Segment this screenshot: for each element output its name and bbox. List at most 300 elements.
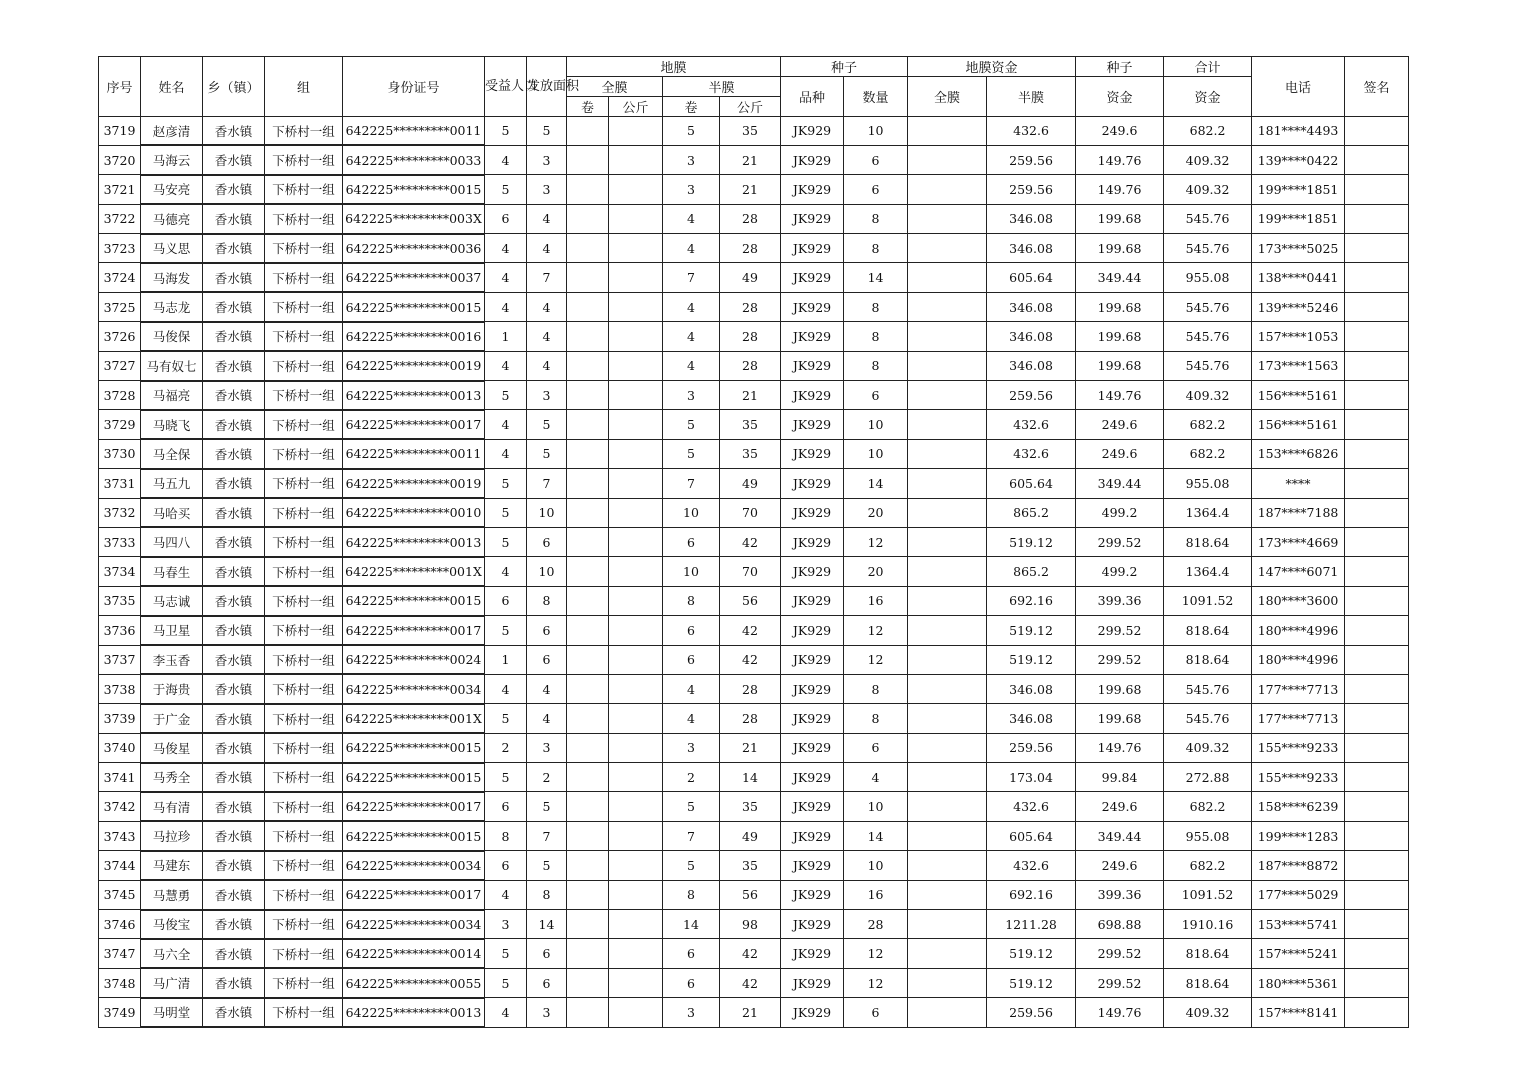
cell-seq: 3728 <box>99 381 141 410</box>
cell-area: 6 <box>527 527 567 556</box>
cell-area: 6 <box>527 939 567 968</box>
cell-total: 545.76 <box>1164 351 1252 380</box>
cell-seq: 3744 <box>99 851 141 880</box>
cell-full-film-funds <box>908 910 987 939</box>
cell-total: 545.76 <box>1164 204 1252 233</box>
cell-total: 955.08 <box>1164 469 1252 498</box>
cell-township: 香水镇 <box>203 939 265 968</box>
cell-seed-funds: 249.6 <box>1076 410 1164 439</box>
cell-full-roll <box>567 763 609 792</box>
cell-beneficiaries: 5 <box>485 939 527 968</box>
cell-group: 下桥村一组 <box>265 117 343 146</box>
cell-quantity: 12 <box>844 968 908 997</box>
cell-total: 409.32 <box>1164 381 1252 410</box>
cell-full-kg <box>609 586 663 615</box>
table-row <box>99 351 1409 380</box>
table-row <box>99 557 1409 586</box>
cell-group: 下桥村一组 <box>265 880 343 909</box>
cell-quantity: 10 <box>844 439 908 468</box>
cell-phone: 173****1563 <box>1252 351 1345 380</box>
cell-quantity: 6 <box>844 175 908 204</box>
cell-seq: 3739 <box>99 704 141 733</box>
cell-id-number: 642225*********0019 <box>343 351 485 380</box>
cell-name: 马福亮 <box>141 381 203 410</box>
cell-signature <box>1345 527 1409 556</box>
table-row <box>99 704 1409 733</box>
header-beneficiaries: 受益人口 <box>485 57 527 117</box>
cell-half-kg: 28 <box>720 322 781 351</box>
cell-seed-funds: 149.76 <box>1076 733 1164 762</box>
cell-beneficiaries: 4 <box>485 410 527 439</box>
cell-phone: 158****6239 <box>1252 792 1345 821</box>
cell-full-roll <box>567 645 609 674</box>
cell-group: 下桥村一组 <box>265 939 343 968</box>
header-film: 地膜 <box>567 57 781 77</box>
cell-half-roll: 6 <box>663 645 720 674</box>
cell-variety: JK929 <box>781 939 844 968</box>
cell-half-film-funds: 519.12 <box>987 527 1076 556</box>
cell-half-kg: 35 <box>720 410 781 439</box>
cell-name: 李玉香 <box>141 645 203 674</box>
cell-area: 7 <box>527 821 567 850</box>
cell-full-roll <box>567 704 609 733</box>
cell-half-film-funds: 173.04 <box>987 763 1076 792</box>
cell-seed-funds: 299.52 <box>1076 527 1164 556</box>
cell-half-roll: 14 <box>663 910 720 939</box>
cell-beneficiaries: 5 <box>485 527 527 556</box>
header-full-film: 全膜 <box>567 77 663 97</box>
cell-seed-funds: 499.2 <box>1076 557 1164 586</box>
cell-seq: 3734 <box>99 557 141 586</box>
cell-total: 682.2 <box>1164 410 1252 439</box>
cell-variety: JK929 <box>781 998 844 1027</box>
cell-group: 下桥村一组 <box>265 439 343 468</box>
cell-full-kg <box>609 910 663 939</box>
cell-id-number: 642225*********0017 <box>343 410 485 439</box>
cell-full-film-funds <box>908 557 987 586</box>
cell-area: 3 <box>527 145 567 174</box>
cell-name: 马哈买 <box>141 498 203 527</box>
cell-variety: JK929 <box>781 792 844 821</box>
cell-township: 香水镇 <box>203 968 265 997</box>
cell-variety: JK929 <box>781 439 844 468</box>
cell-signature <box>1345 469 1409 498</box>
cell-full-kg <box>609 998 663 1027</box>
cell-township: 香水镇 <box>203 851 265 880</box>
cell-full-roll <box>567 733 609 762</box>
cell-seed-funds: 399.36 <box>1076 880 1164 909</box>
cell-name: 马俊星 <box>141 733 203 762</box>
cell-phone: 199****1283 <box>1252 821 1345 850</box>
cell-phone: 180****4996 <box>1252 645 1345 674</box>
cell-half-film-funds: 346.08 <box>987 351 1076 380</box>
cell-full-kg <box>609 117 663 146</box>
cell-half-film-funds: 865.2 <box>987 498 1076 527</box>
cell-full-roll <box>567 117 609 146</box>
cell-half-roll: 7 <box>663 469 720 498</box>
cell-full-roll <box>567 557 609 586</box>
cell-township: 香水镇 <box>203 410 265 439</box>
cell-full-roll <box>567 204 609 233</box>
cell-full-roll <box>567 792 609 821</box>
cell-area: 3 <box>527 381 567 410</box>
cell-half-film-funds: 259.56 <box>987 998 1076 1027</box>
cell-signature <box>1345 880 1409 909</box>
table-row <box>99 234 1409 263</box>
table-row <box>99 910 1409 939</box>
cell-phone: 157****8141 <box>1252 998 1345 1027</box>
cell-half-film-funds: 605.64 <box>987 821 1076 850</box>
table-header <box>99 57 1409 117</box>
cell-id-number: 642225*********0014 <box>343 939 485 968</box>
cell-variety: JK929 <box>781 851 844 880</box>
cell-quantity: 6 <box>844 998 908 1027</box>
cell-seed-funds: 99.84 <box>1076 763 1164 792</box>
cell-seed-funds: 249.6 <box>1076 439 1164 468</box>
table-row <box>99 939 1409 968</box>
cell-half-roll: 5 <box>663 439 720 468</box>
table-row <box>99 968 1409 997</box>
cell-half-roll: 6 <box>663 968 720 997</box>
cell-full-film-funds <box>908 851 987 880</box>
cell-full-kg <box>609 557 663 586</box>
table-row <box>99 117 1409 146</box>
cell-variety: JK929 <box>781 880 844 909</box>
cell-half-kg: 28 <box>720 292 781 321</box>
cell-half-kg: 21 <box>720 175 781 204</box>
header-full-kg: 公斤 <box>609 97 663 117</box>
header-quantity: 数量 <box>844 77 908 117</box>
cell-full-roll <box>567 616 609 645</box>
cell-signature <box>1345 175 1409 204</box>
cell-variety: JK929 <box>781 586 844 615</box>
header-seq: 序号 <box>99 57 141 117</box>
cell-id-number: 642225*********0011 <box>343 439 485 468</box>
cell-half-kg: 28 <box>720 204 781 233</box>
cell-township: 香水镇 <box>203 263 265 292</box>
cell-phone: 138****0441 <box>1252 263 1345 292</box>
table-row <box>99 498 1409 527</box>
cell-quantity: 8 <box>844 204 908 233</box>
cell-name: 于海贵 <box>141 674 203 703</box>
header-variety: 品种 <box>781 77 844 117</box>
cell-half-roll: 7 <box>663 263 720 292</box>
cell-half-roll: 4 <box>663 322 720 351</box>
cell-total: 545.76 <box>1164 674 1252 703</box>
cell-seed-funds: 199.68 <box>1076 204 1164 233</box>
distribution-table <box>98 56 1409 1028</box>
cell-variety: JK929 <box>781 117 844 146</box>
cell-seed-funds: 199.68 <box>1076 351 1164 380</box>
cell-quantity: 10 <box>844 851 908 880</box>
cell-beneficiaries: 5 <box>485 968 527 997</box>
cell-quantity: 14 <box>844 469 908 498</box>
cell-total: 272.88 <box>1164 763 1252 792</box>
cell-seed-funds: 349.44 <box>1076 263 1164 292</box>
cell-id-number: 642225*********0019 <box>343 469 485 498</box>
cell-beneficiaries: 4 <box>485 998 527 1027</box>
cell-full-roll <box>567 674 609 703</box>
cell-variety: JK929 <box>781 175 844 204</box>
cell-full-film-funds <box>908 792 987 821</box>
cell-half-roll: 5 <box>663 851 720 880</box>
cell-signature <box>1345 851 1409 880</box>
cell-full-roll <box>567 821 609 850</box>
cell-full-film-funds <box>908 204 987 233</box>
table-row <box>99 880 1409 909</box>
cell-half-kg: 70 <box>720 498 781 527</box>
cell-township: 香水镇 <box>203 733 265 762</box>
cell-half-roll: 4 <box>663 234 720 263</box>
cell-area: 3 <box>527 175 567 204</box>
cell-half-film-funds: 692.16 <box>987 880 1076 909</box>
cell-quantity: 8 <box>844 292 908 321</box>
cell-variety: JK929 <box>781 821 844 850</box>
cell-total: 545.76 <box>1164 292 1252 321</box>
cell-township: 香水镇 <box>203 557 265 586</box>
cell-full-film-funds <box>908 616 987 645</box>
table-row <box>99 292 1409 321</box>
cell-full-roll <box>567 145 609 174</box>
cell-seed-funds: 698.88 <box>1076 910 1164 939</box>
cell-phone: 187****8872 <box>1252 851 1345 880</box>
cell-half-roll: 8 <box>663 586 720 615</box>
cell-phone: 177****7713 <box>1252 704 1345 733</box>
cell-quantity: 6 <box>844 733 908 762</box>
cell-area: 7 <box>527 469 567 498</box>
cell-full-film-funds <box>908 998 987 1027</box>
cell-group: 下桥村一组 <box>265 998 343 1027</box>
cell-signature <box>1345 733 1409 762</box>
header-name: 姓名 <box>141 57 203 117</box>
cell-phone: 153****5741 <box>1252 910 1345 939</box>
cell-half-film-funds: 605.64 <box>987 263 1076 292</box>
cell-name: 于广金 <box>141 704 203 733</box>
cell-id-number: 642225*********0017 <box>343 880 485 909</box>
cell-full-kg <box>609 322 663 351</box>
cell-variety: JK929 <box>781 704 844 733</box>
cell-variety: JK929 <box>781 322 844 351</box>
cell-phone: 157****5241 <box>1252 939 1345 968</box>
cell-total: 818.64 <box>1164 968 1252 997</box>
cell-half-kg: 42 <box>720 616 781 645</box>
cell-id-number: 642225*********001X <box>343 557 485 586</box>
cell-seq: 3749 <box>99 998 141 1027</box>
cell-id-number: 642225*********0015 <box>343 175 485 204</box>
cell-phone: 139****0422 <box>1252 145 1345 174</box>
cell-total: 818.64 <box>1164 645 1252 674</box>
cell-phone: 139****5246 <box>1252 292 1345 321</box>
cell-beneficiaries: 2 <box>485 733 527 762</box>
cell-name: 马俊宝 <box>141 910 203 939</box>
cell-full-kg <box>609 351 663 380</box>
cell-full-roll <box>567 998 609 1027</box>
cell-half-kg: 70 <box>720 557 781 586</box>
table-row <box>99 410 1409 439</box>
cell-beneficiaries: 6 <box>485 586 527 615</box>
cell-half-roll: 4 <box>663 204 720 233</box>
cell-seq: 3741 <box>99 763 141 792</box>
cell-half-roll: 10 <box>663 498 720 527</box>
cell-signature <box>1345 586 1409 615</box>
cell-id-number: 642225*********0011 <box>343 117 485 146</box>
cell-full-film-funds <box>908 763 987 792</box>
cell-name: 马六全 <box>141 939 203 968</box>
cell-phone: 187****7188 <box>1252 498 1345 527</box>
cell-beneficiaries: 4 <box>485 234 527 263</box>
cell-beneficiaries: 5 <box>485 704 527 733</box>
cell-half-film-funds: 432.6 <box>987 792 1076 821</box>
cell-id-number: 642225*********0034 <box>343 851 485 880</box>
cell-half-film-funds: 432.6 <box>987 117 1076 146</box>
cell-full-roll <box>567 410 609 439</box>
table-row <box>99 733 1409 762</box>
header-group: 组 <box>265 57 343 117</box>
cell-full-roll <box>567 939 609 968</box>
header-full-roll: 卷 <box>567 97 609 117</box>
cell-half-film-funds: 346.08 <box>987 322 1076 351</box>
cell-quantity: 12 <box>844 527 908 556</box>
cell-name: 马建东 <box>141 851 203 880</box>
cell-group: 下桥村一组 <box>265 498 343 527</box>
cell-seq: 3736 <box>99 616 141 645</box>
cell-full-kg <box>609 381 663 410</box>
cell-seed-funds: 149.76 <box>1076 998 1164 1027</box>
cell-half-kg: 21 <box>720 733 781 762</box>
cell-name: 马海发 <box>141 263 203 292</box>
cell-seed-funds: 299.52 <box>1076 968 1164 997</box>
cell-quantity: 10 <box>844 410 908 439</box>
table-row <box>99 527 1409 556</box>
cell-seq: 3731 <box>99 469 141 498</box>
cell-township: 香水镇 <box>203 204 265 233</box>
cell-full-kg <box>609 674 663 703</box>
cell-signature <box>1345 498 1409 527</box>
cell-id-number: 642225*********0024 <box>343 645 485 674</box>
cell-group: 下桥村一组 <box>265 733 343 762</box>
cell-name: 马春生 <box>141 557 203 586</box>
cell-phone: 156****5161 <box>1252 381 1345 410</box>
cell-beneficiaries: 4 <box>485 292 527 321</box>
table-body <box>99 117 1409 1028</box>
cell-seq: 3730 <box>99 439 141 468</box>
cell-id-number: 642225*********0036 <box>343 234 485 263</box>
table-row <box>99 674 1409 703</box>
cell-full-film-funds <box>908 880 987 909</box>
cell-full-kg <box>609 792 663 821</box>
cell-seed-funds: 249.6 <box>1076 792 1164 821</box>
table-row <box>99 998 1409 1027</box>
cell-group: 下桥村一组 <box>265 175 343 204</box>
cell-beneficiaries: 4 <box>485 351 527 380</box>
cell-half-kg: 35 <box>720 792 781 821</box>
cell-beneficiaries: 5 <box>485 616 527 645</box>
cell-signature <box>1345 145 1409 174</box>
cell-variety: JK929 <box>781 469 844 498</box>
table-row <box>99 792 1409 821</box>
cell-full-roll <box>567 175 609 204</box>
cell-total: 409.32 <box>1164 175 1252 204</box>
cell-full-roll <box>567 351 609 380</box>
cell-seed-funds: 299.52 <box>1076 645 1164 674</box>
header-half-film-funds: 半膜 <box>987 77 1076 117</box>
cell-variety: JK929 <box>781 410 844 439</box>
cell-quantity: 16 <box>844 880 908 909</box>
cell-area: 5 <box>527 117 567 146</box>
cell-area: 4 <box>527 704 567 733</box>
cell-variety: JK929 <box>781 498 844 527</box>
cell-full-kg <box>609 968 663 997</box>
cell-beneficiaries: 6 <box>485 204 527 233</box>
cell-half-kg: 56 <box>720 880 781 909</box>
cell-township: 香水镇 <box>203 234 265 263</box>
cell-full-roll <box>567 263 609 292</box>
cell-name: 马广清 <box>141 968 203 997</box>
cell-signature <box>1345 263 1409 292</box>
cell-area: 2 <box>527 763 567 792</box>
cell-total: 1091.52 <box>1164 586 1252 615</box>
cell-total: 818.64 <box>1164 527 1252 556</box>
cell-half-kg: 28 <box>720 234 781 263</box>
cell-full-film-funds <box>908 498 987 527</box>
cell-area: 5 <box>527 851 567 880</box>
cell-signature <box>1345 557 1409 586</box>
cell-seq: 3721 <box>99 175 141 204</box>
cell-signature <box>1345 292 1409 321</box>
cell-total: 955.08 <box>1164 263 1252 292</box>
table-row <box>99 263 1409 292</box>
cell-half-film-funds: 432.6 <box>987 410 1076 439</box>
cell-quantity: 12 <box>844 616 908 645</box>
cell-full-kg <box>609 175 663 204</box>
cell-beneficiaries: 4 <box>485 439 527 468</box>
cell-half-film-funds: 865.2 <box>987 557 1076 586</box>
cell-seed-funds: 149.76 <box>1076 145 1164 174</box>
cell-beneficiaries: 5 <box>485 469 527 498</box>
cell-seq: 3737 <box>99 645 141 674</box>
cell-township: 香水镇 <box>203 498 265 527</box>
cell-full-film-funds <box>908 117 987 146</box>
cell-seq: 3735 <box>99 586 141 615</box>
cell-name: 马慧勇 <box>141 880 203 909</box>
cell-seq: 3723 <box>99 234 141 263</box>
cell-group: 下桥村一组 <box>265 616 343 645</box>
header-film-funds: 地膜资金 <box>908 57 1076 77</box>
cell-full-kg <box>609 145 663 174</box>
cell-half-roll: 7 <box>663 821 720 850</box>
cell-variety: JK929 <box>781 292 844 321</box>
cell-quantity: 8 <box>844 234 908 263</box>
cell-quantity: 10 <box>844 792 908 821</box>
cell-seq: 3743 <box>99 821 141 850</box>
cell-area: 4 <box>527 234 567 263</box>
cell-id-number: 642225*********0034 <box>343 910 485 939</box>
cell-phone: 177****5029 <box>1252 880 1345 909</box>
cell-full-kg <box>609 821 663 850</box>
cell-half-kg: 56 <box>720 586 781 615</box>
cell-township: 香水镇 <box>203 322 265 351</box>
cell-signature <box>1345 674 1409 703</box>
cell-seq: 3747 <box>99 939 141 968</box>
cell-signature <box>1345 763 1409 792</box>
cell-beneficiaries: 4 <box>485 880 527 909</box>
table-row <box>99 851 1409 880</box>
cell-full-film-funds <box>908 263 987 292</box>
cell-beneficiaries: 1 <box>485 322 527 351</box>
cell-variety: JK929 <box>781 527 844 556</box>
cell-half-film-funds: 259.56 <box>987 733 1076 762</box>
cell-full-film-funds <box>908 292 987 321</box>
